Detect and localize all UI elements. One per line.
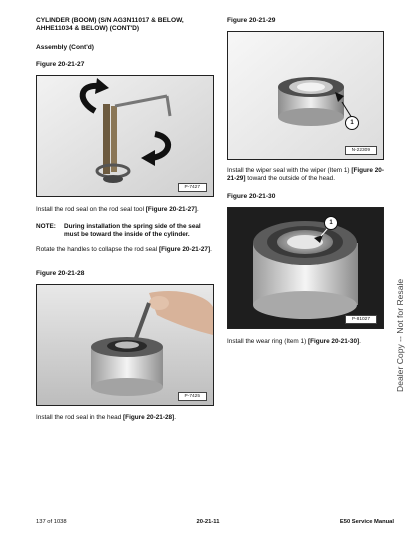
figure-30-image xyxy=(227,207,384,329)
step-4-figure-ref: [Figure 20-21-29] xyxy=(227,167,384,183)
figure-29-image xyxy=(227,31,384,160)
wiper-seal-illustration xyxy=(228,32,383,159)
step-1-figure-ref: [Figure 20-21-27] xyxy=(145,206,197,213)
rod-seal-head-illustration xyxy=(37,285,213,405)
page-title-line-2: AHHE11034 & BELOW) (CONT'D) xyxy=(36,25,140,32)
note-text: During installation the spring side of the seal must be toward the inside of the cylinder. xyxy=(64,223,201,239)
step-1-text: Install the rod seal on the rod seal tool xyxy=(36,206,146,213)
step-4-end: toward the outside of the head. xyxy=(245,175,336,183)
step-1-paragraph xyxy=(36,206,216,214)
step-4-text: Install the wiper seal with the wiper (Item 1) xyxy=(227,167,352,174)
footer-manual-name-wrap xyxy=(340,519,394,525)
footer-manual-name: E50 Service Manual xyxy=(339,519,394,525)
dealer-copy-side-text: Dealer Copy -- Not for Resale xyxy=(395,278,405,392)
note-label: NOTE: xyxy=(36,223,56,230)
step-3-end: . xyxy=(174,414,176,421)
figure-30-tag: P-81027 xyxy=(345,315,377,324)
figure-29-caption: Figure 20-21-29 xyxy=(227,17,276,24)
figure-29-tag: N-22309 xyxy=(345,146,377,155)
step-5-end: . xyxy=(359,338,361,345)
step-4-paragraph xyxy=(227,167,387,183)
note-block xyxy=(36,223,216,239)
figure-28-tag: P-7425 xyxy=(178,392,207,401)
step-5-figure-ref: [Figure 20-21-30] xyxy=(307,338,360,345)
step-2-paragraph xyxy=(36,246,216,254)
step-1-end: . xyxy=(196,206,199,213)
step-3-text: Install the rod seal in the head xyxy=(36,414,124,421)
figure-27-tag: P-7427 xyxy=(178,183,207,192)
page-title xyxy=(36,17,216,33)
step-5-paragraph xyxy=(227,338,387,346)
footer-page-count: 137 of 1038 xyxy=(36,519,67,525)
figure-27-caption: Figure 20-21-27 xyxy=(36,61,85,68)
figure-29-callout: 1 xyxy=(345,116,359,130)
figure-30-callout: 1 xyxy=(324,216,338,230)
figure-28-caption: Figure 20-21-28 xyxy=(36,270,85,277)
step-2-figure-ref: [Figure 20-21-27] xyxy=(158,246,211,253)
page-title-line-1: CYLINDER (BOOM) (S/N AG3N11017 & BELOW, xyxy=(36,17,184,24)
wear-ring-illustration xyxy=(228,208,383,328)
figure-28-image xyxy=(36,284,214,406)
section-label: Assembly (Cont'd) xyxy=(36,44,94,51)
figure-27-image xyxy=(36,75,214,197)
step-3-paragraph xyxy=(36,414,216,422)
step-2-text: Rotate the handles to collapse the rod seal xyxy=(36,246,159,253)
footer-page-number: 20-21-11 xyxy=(196,519,220,525)
step-5-text: Install the wear ring (Item 1) xyxy=(227,338,308,345)
rod-seal-tool-illustration xyxy=(37,76,213,196)
step-2-end: . xyxy=(210,246,212,253)
step-3-figure-ref: [Figure 20-21-28] xyxy=(123,414,175,421)
figure-30-caption: Figure 20-21-30 xyxy=(227,193,276,200)
